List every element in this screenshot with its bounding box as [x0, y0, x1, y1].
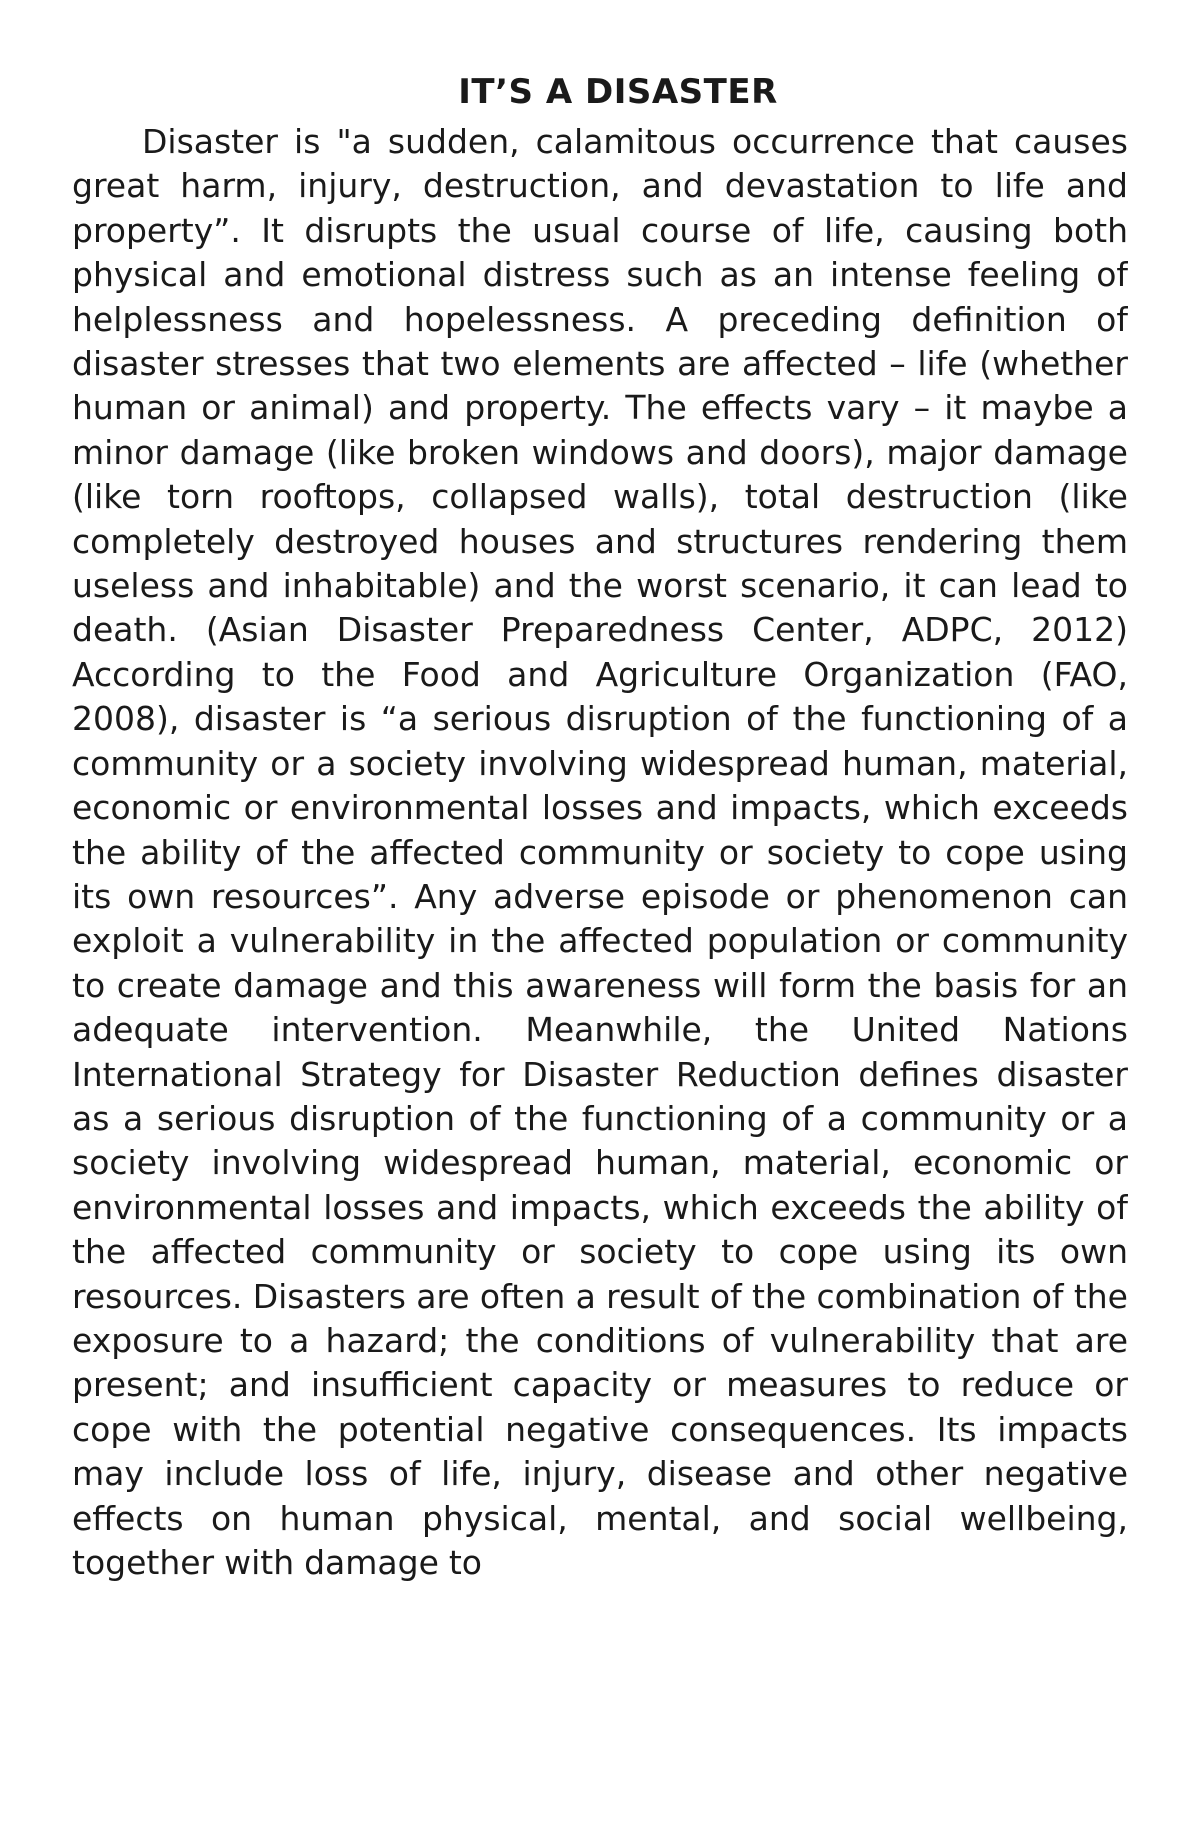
document-page	[72, 68, 1128, 1808]
document-title: IT’S A DISASTER	[458, 72, 778, 112]
body-paragraph: Disaster is "a sudden, calamitous occurrence that causes great harm, injury, destruction, and devastation to life and property”. It disrupts the usual course of life, causing both physical and emotional distress such as an intense feeling of helplessness and hopelessness. A preceding definition of disaster stresses that two elements are affected – life (whether human or animal) and property. The effects vary – it maybe a minor damage (like broken windows and doors), major damage (like torn rooftops, collapsed walls), total destruction (like completely destroyed houses and structures rendering them useless and inhabitable) and the worst scenario, it can lead to death. (Asian Disaster Preparedness Center, ADPC, 2012) According to the Food and Agriculture Organization (FAO, 2008), disaster is “a serious disruption of the functioning of a community or a society involving widespread human, material, economic or environmental losses and impacts, which exceeds the ability of the affected community or society to cope using its own resources”. Any adverse episode or phenomenon can exploit a vulnerability in the affected population or community to create damage and this awareness will form the basis for an adequate intervention. Meanwhile, the United Nations International Strategy for Disaster Reduction defines disaster as a serious disruption of the functioning of a community or a society involving widespread human, material, economic or environmental losses and impacts, which exceeds the ability of the affected community or society to cope using its own resources. Disasters are often a result of the combination of the exposure to a hazard; the conditions of vulnerability that are present; and insufficient capacity or measures to reduce or cope with the potential negative consequences. Its impacts may include loss of life, injury, disease and other negative effects on human physical, mental, and social wellbeing, together with damage to	[72, 122, 1128, 1582]
